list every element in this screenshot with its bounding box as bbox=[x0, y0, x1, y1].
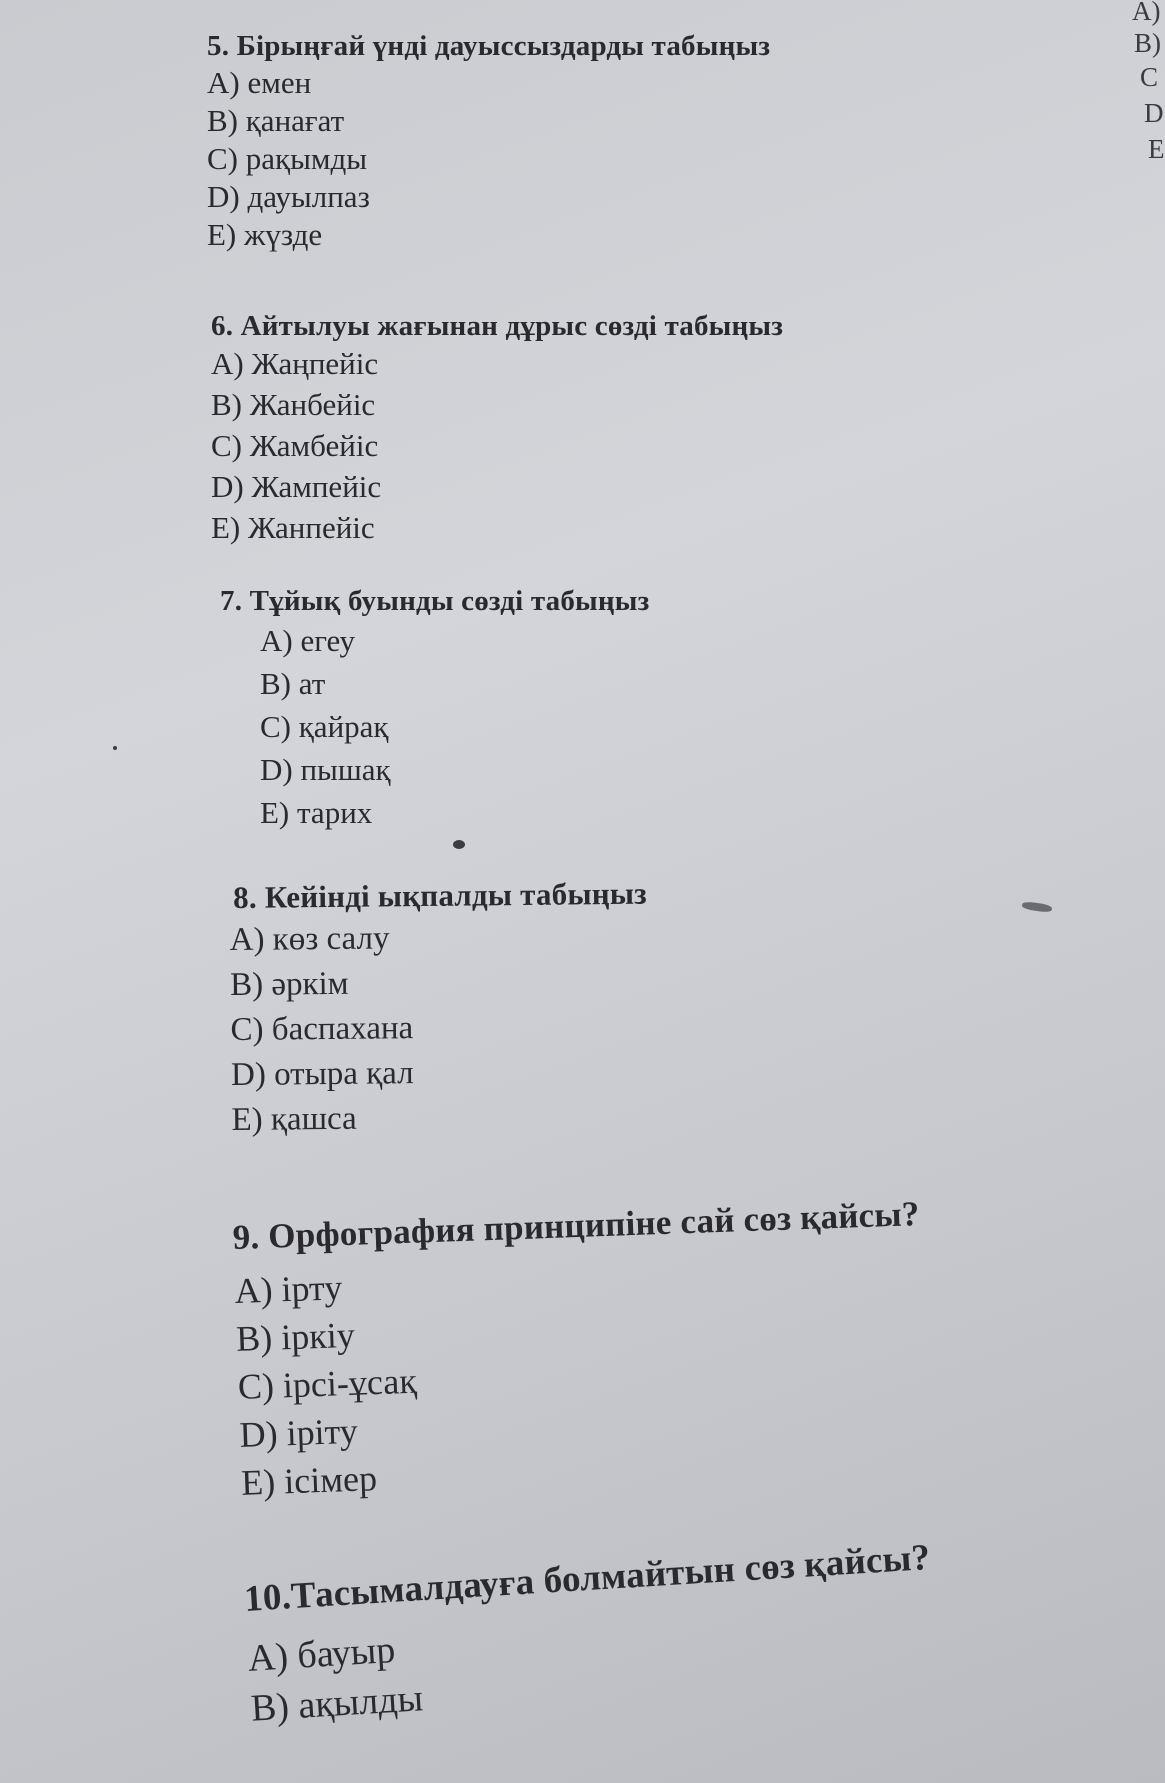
question-7 bbox=[220, 585, 650, 831]
answer-option: B) әркім bbox=[229, 965, 349, 1004]
answer-option: C) Жамбейіс bbox=[211, 428, 379, 463]
question-9 bbox=[232, 1194, 929, 1504]
question-title: 5. Бірыңғай үнді дауыссыздарды табыңыз bbox=[207, 30, 771, 62]
answer-option: C) қайрақ bbox=[260, 709, 389, 744]
answer-option: B) Жанбейіс bbox=[211, 387, 376, 422]
answer-option: D) Жампейіс bbox=[211, 469, 382, 504]
question-6 bbox=[211, 310, 783, 546]
question-title: 8. Кейінді ықпалды табыңыз bbox=[233, 875, 648, 915]
answer-option: A) бауыр bbox=[246, 1628, 397, 1680]
answer-option: E) қашса bbox=[231, 1100, 357, 1139]
answer-option: A) ірту bbox=[233, 1267, 343, 1311]
ink-speck bbox=[453, 840, 465, 849]
answer-option: E) Жанпейіс bbox=[211, 510, 375, 545]
answer-option: A) көз салу bbox=[229, 920, 390, 959]
answer-option: B) ақылды bbox=[249, 1677, 425, 1730]
question-title: 9. Орфография принципіне сай сөз қайсы? bbox=[232, 1194, 921, 1257]
question-title: 10.Тасымалдауға болмайтын сөз қайсы? bbox=[243, 1537, 932, 1620]
answer-option: C) баспахана bbox=[230, 1010, 414, 1049]
answer-option: D) пышақ bbox=[260, 752, 391, 787]
ink-speck bbox=[1022, 901, 1053, 913]
answer-option: D) отыра қал bbox=[230, 1055, 414, 1094]
edge-letter: B) bbox=[1134, 28, 1161, 58]
edge-letter: D bbox=[1144, 98, 1164, 128]
question-title: 6. Айтылуы жағынан дұрыс сөзді табыңыз bbox=[211, 310, 784, 342]
answer-option: A) Жаңпейіс bbox=[211, 346, 379, 381]
answer-option: E) тарих bbox=[260, 795, 373, 830]
answer-option: E) ісімер bbox=[240, 1458, 378, 1503]
answer-option: A) емен bbox=[207, 65, 312, 100]
answer-option: B) қанағат bbox=[207, 103, 345, 138]
answer-option: B) ат bbox=[260, 666, 326, 701]
answer-option: B) іркіу bbox=[235, 1314, 356, 1359]
answer-option: D) іріту bbox=[238, 1410, 359, 1455]
answer-option: D) дауылпаз bbox=[207, 179, 370, 214]
question-5 bbox=[207, 30, 770, 253]
question-10 bbox=[243, 1536, 938, 1731]
ink-speck bbox=[113, 746, 117, 750]
edge-letter: E bbox=[1148, 134, 1165, 164]
answer-option: A) егеу bbox=[260, 623, 356, 658]
edge-letter: A) bbox=[1132, 0, 1161, 26]
edge-letter: C bbox=[1140, 62, 1159, 92]
answer-option: C) рақымды bbox=[207, 141, 368, 176]
question-8 bbox=[229, 875, 649, 1139]
answer-option: C) ірсі-ұсақ bbox=[237, 1360, 418, 1407]
answer-option: E) жүзде bbox=[207, 217, 323, 252]
question-title: 7. Тұйық буынды сөзді табыңыз bbox=[220, 585, 650, 617]
